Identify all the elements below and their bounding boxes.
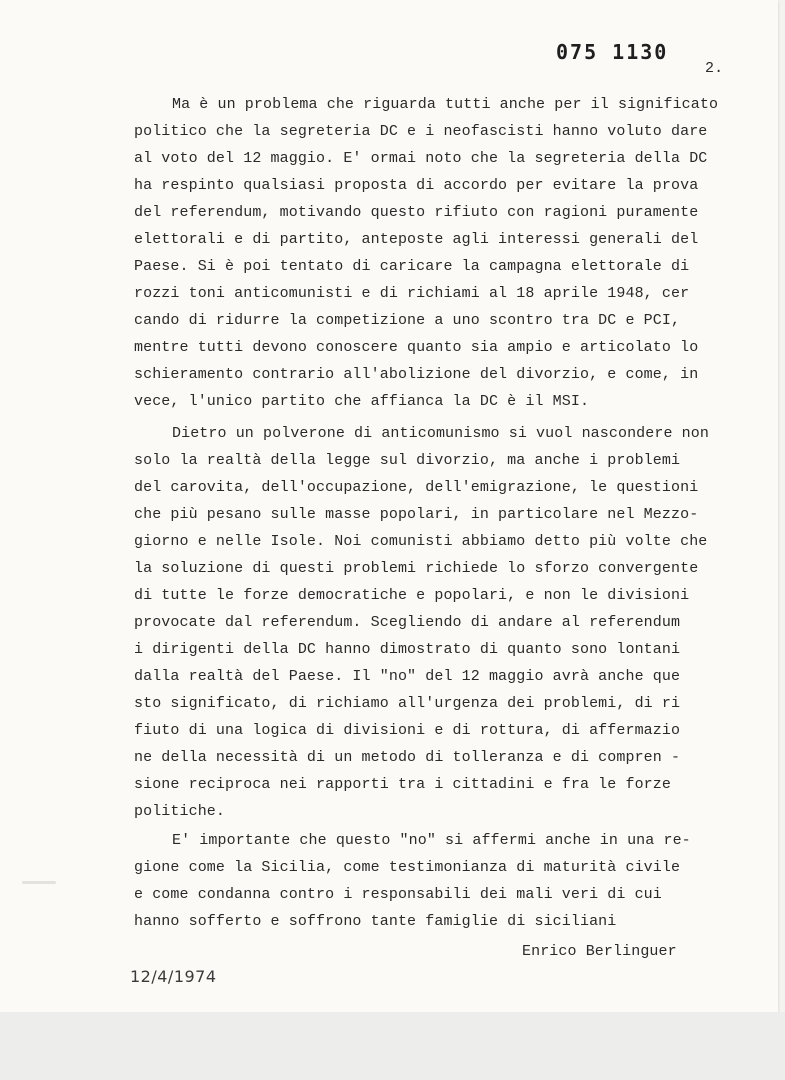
body-line: che più pesano sulle masse popolari, in particolare nel Mezzo- <box>134 506 699 523</box>
signature: Enrico Berlinguer <box>522 943 677 960</box>
body-line: mentre tutti devono conoscere quanto sia ampio e articolato lo <box>134 339 699 356</box>
body-line: politico che la segreteria DC e i neofascisti hanno voluto dare <box>134 123 708 140</box>
body-line: ha respinto qualsiasi proposta di accordo per evitare la prova <box>134 177 699 194</box>
body-line: e come condanna contro i responsabili dei mali veri di cui <box>134 886 662 903</box>
body-line: Dietro un polverone di anticomunismo si vuol nascondere non <box>172 425 709 442</box>
body-line: giorno e nelle Isole. Noi comunisti abbiamo detto più volte che <box>134 533 708 550</box>
body-line: E' importante che questo "no" si affermi anche in una re- <box>172 832 691 849</box>
paper-mark <box>22 881 56 884</box>
body-line: schieramento contrario all'abolizione del divorzio, e come, in <box>134 366 699 383</box>
body-line: del referendum, motivando questo rifiuto con ragioni puramente <box>134 204 699 221</box>
handwritten-date: 12/4/1974 <box>130 967 217 986</box>
body-line: solo la realtà della legge sul divorzio, ma anche i problemi <box>134 452 681 469</box>
body-line: provocate dal referendum. Scegliendo di andare al referendum <box>134 614 681 631</box>
body-line: la soluzione di questi problemi richiede lo sforzo convergente <box>134 560 699 577</box>
scan-border <box>0 1012 785 1080</box>
body-line: del carovita, dell'occupazione, dell'emigrazione, le questioni <box>134 479 699 496</box>
body-line: Paese. Si è poi tentato di caricare la campagna elettorale di <box>134 258 690 275</box>
body-line: ne della necessità di un metodo di tolleranza e di compren - <box>134 749 681 766</box>
body-line: Ma è un problema che riguarda tutti anche per il significato <box>172 96 719 113</box>
body-line: hanno sofferto e soffrono tante famiglie di siciliani <box>134 913 617 930</box>
body-line: cando di ridurre la competizione a uno scontro tra DC e PCI, <box>134 312 681 329</box>
body-line: dalla realtà del Paese. Il "no" del 12 maggio avrà anche que <box>134 668 681 685</box>
body-line: di tutte le forze democratiche e popolari, e non le divisioni <box>134 587 690 604</box>
body-line: elettorali e di partito, anteposte agli interessi generali del <box>134 231 699 248</box>
body-line: fiuto di una logica di divisioni e di rottura, di affermazio <box>134 722 681 739</box>
body-line: rozzi toni anticomunisti e di richiami al 18 aprile 1948, cer <box>134 285 690 302</box>
body-line: sione reciproca nei rapporti tra i cittadini e fra le forze <box>134 776 671 793</box>
body-line: politiche. <box>134 803 226 820</box>
body-line: sto significato, di richiamo all'urgenza dei problemi, di ri <box>134 695 681 712</box>
body-line: al voto del 12 maggio. E' ormai noto che la segreteria della DC <box>134 150 708 167</box>
archive-number: 075 1130 <box>556 40 669 64</box>
body-line: vece, l'unico partito che affianca la DC è il MSI. <box>134 393 590 410</box>
body-line: gione come la Sicilia, come testimonianza di maturità civile <box>134 859 681 876</box>
page-number: 2. <box>705 60 724 77</box>
body-line: i dirigenti della DC hanno dimostrato di quanto sono lontani <box>134 641 681 658</box>
